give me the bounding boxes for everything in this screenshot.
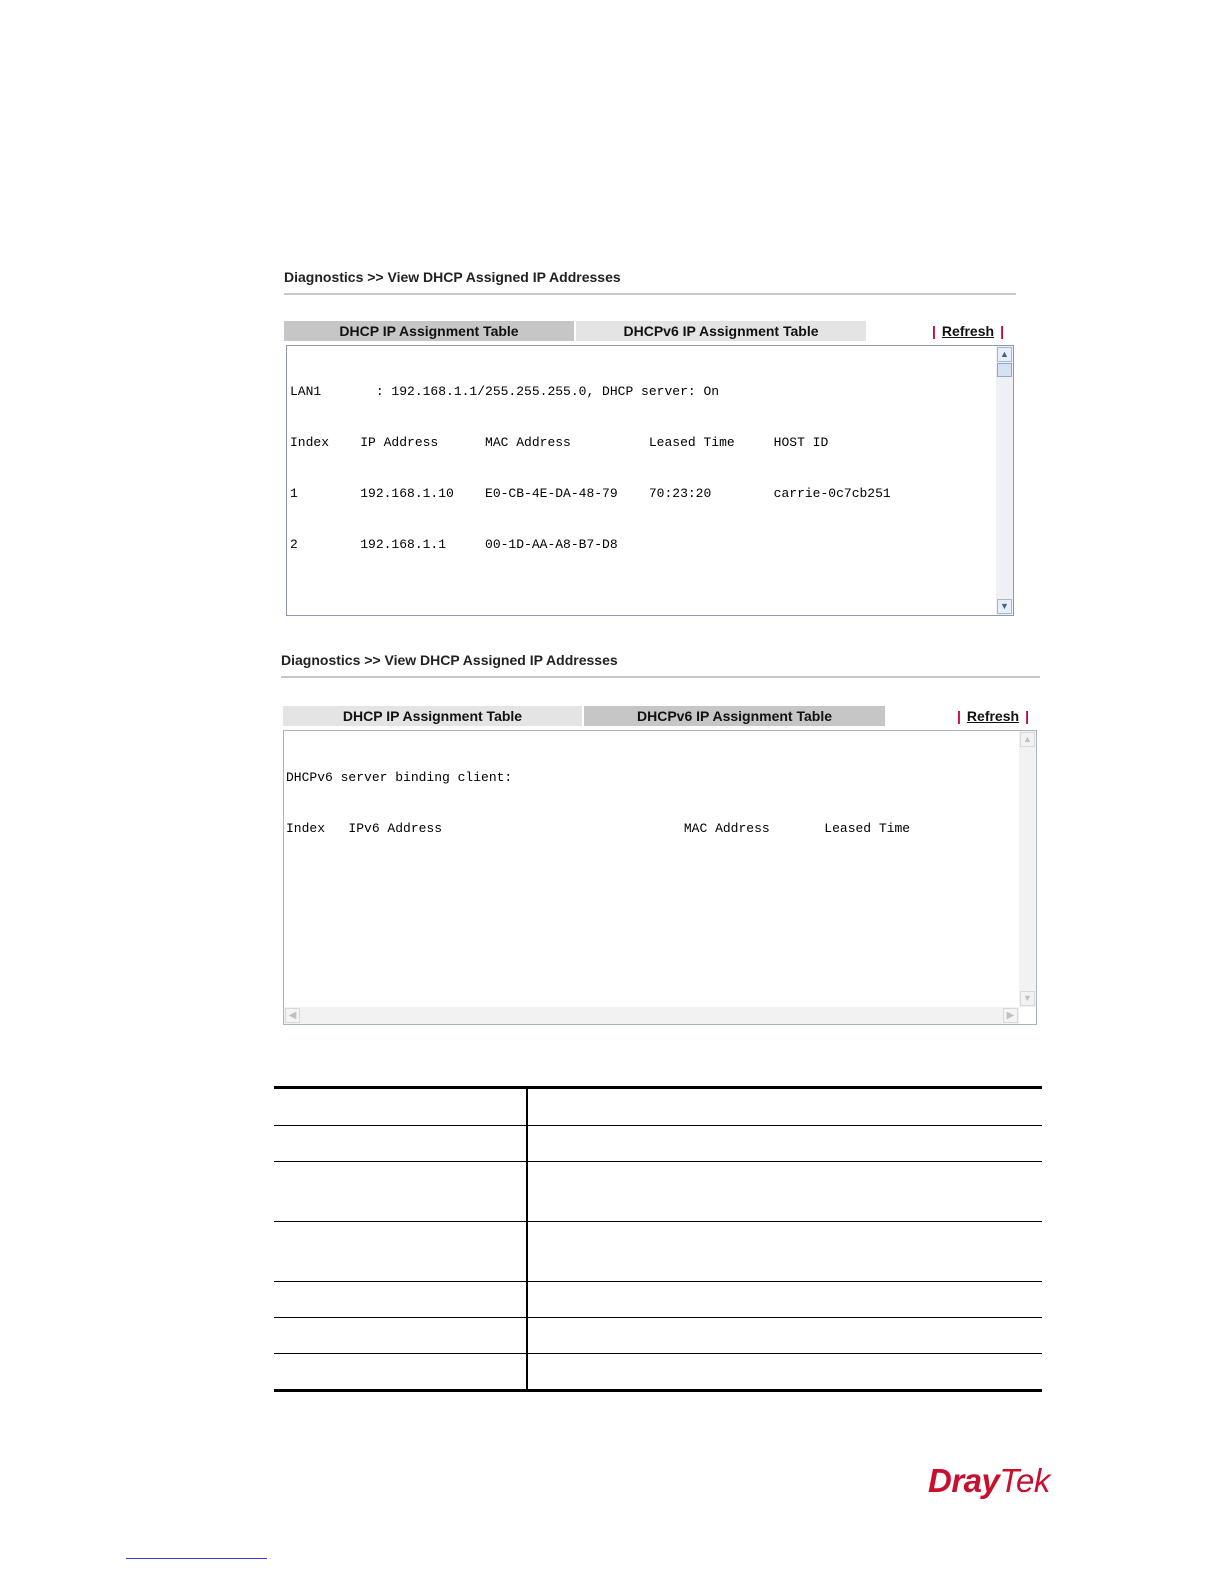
table-cell — [274, 1222, 527, 1282]
panel-dhcp — [284, 269, 1016, 295]
table-cell — [274, 1354, 527, 1391]
table-cell — [274, 1318, 527, 1354]
table-row — [274, 1222, 1042, 1282]
tab-dhcpv6-ip-assignment[interactable]: DHCPv6 IP Assignment Table — [584, 706, 885, 727]
breadcrumb: Diagnostics >> View DHCP Assigned IP Addresses — [284, 269, 1016, 295]
tab-dhcpv6-ip-assignment[interactable]: DHCPv6 IP Assignment Table — [576, 321, 866, 342]
dhcp-table-content — [290, 349, 891, 587]
separator: | — [957, 708, 961, 724]
table-row — [274, 1126, 1042, 1162]
table-cell — [274, 1282, 527, 1318]
table-cell — [527, 1318, 1042, 1354]
table-cell — [527, 1126, 1042, 1162]
table-cell — [274, 1088, 527, 1126]
table-cell — [527, 1222, 1042, 1282]
scroll-left-arrow-icon[interactable]: ◀ — [285, 1008, 300, 1023]
scroll-right-arrow-icon[interactable]: ▶ — [1003, 1008, 1018, 1023]
separator: | — [932, 323, 936, 339]
description-table — [274, 1086, 1042, 1392]
table-cell — [527, 1088, 1042, 1126]
tab-dhcp-ip-assignment[interactable]: DHCP IP Assignment Table — [284, 321, 574, 342]
dhcpv6-table-content — [286, 735, 910, 871]
table-cell — [274, 1126, 527, 1162]
table-cell — [527, 1282, 1042, 1318]
content-line: DHCPv6 server binding client: — [286, 770, 513, 785]
table-cell — [527, 1354, 1042, 1391]
table-cell — [527, 1162, 1042, 1222]
dhcpv6-table-textarea[interactable] — [283, 730, 1037, 1025]
vertical-scrollbar[interactable] — [996, 346, 1013, 615]
table-cell — [274, 1162, 527, 1222]
horizontal-scrollbar[interactable] — [284, 1007, 1019, 1024]
logo-part-tek: Tek — [999, 1462, 1050, 1499]
refresh-link[interactable]: Refresh — [941, 323, 995, 339]
refresh-group — [957, 706, 1029, 727]
content-line: Index IPv6 Address MAC Address Leased Time — [286, 821, 911, 836]
dhcp-table-textarea[interactable] — [286, 345, 1014, 616]
logo-part-dray: Dray — [928, 1462, 1000, 1499]
table-row — [274, 1354, 1042, 1391]
scroll-up-arrow-icon[interactable]: ▲ — [1020, 732, 1035, 747]
tab-dhcp-ip-assignment[interactable]: DHCP IP Assignment Table — [283, 706, 582, 727]
scroll-down-arrow-icon[interactable]: ▼ — [1020, 991, 1035, 1006]
refresh-group — [932, 321, 1004, 342]
tab-bar — [284, 321, 1016, 343]
panel-dhcpv6 — [281, 652, 1040, 678]
content-line: 2 192.168.1.1 00-1D-AA-A8-B7-D8 — [290, 537, 618, 552]
content-line: 1 192.168.1.10 E0-CB-4E-DA-48-79 70:23:20 carrie-0c7cb251 — [290, 486, 891, 501]
refresh-link[interactable]: Refresh — [966, 708, 1020, 724]
draytek-logo — [928, 1462, 1050, 1500]
scroll-thumb[interactable] — [997, 363, 1012, 377]
vertical-scrollbar[interactable] — [1019, 731, 1036, 1007]
table-row — [274, 1282, 1042, 1318]
separator: | — [1000, 323, 1004, 339]
scroll-down-arrow-icon[interactable]: ▼ — [997, 599, 1012, 614]
content-line: LAN1 : 192.168.1.1/255.255.255.0, DHCP server: On — [290, 384, 720, 399]
separator: | — [1025, 708, 1029, 724]
content-line: Index IP Address MAC Address Leased Time HOST ID — [290, 435, 829, 450]
table-row — [274, 1088, 1042, 1126]
table-row — [274, 1318, 1042, 1354]
footer-link-underline — [126, 1558, 267, 1559]
breadcrumb: Diagnostics >> View DHCP Assigned IP Addresses — [281, 652, 1040, 678]
scroll-up-arrow-icon[interactable]: ▲ — [997, 347, 1012, 362]
table-row — [274, 1162, 1042, 1222]
tab-bar — [283, 706, 1040, 728]
